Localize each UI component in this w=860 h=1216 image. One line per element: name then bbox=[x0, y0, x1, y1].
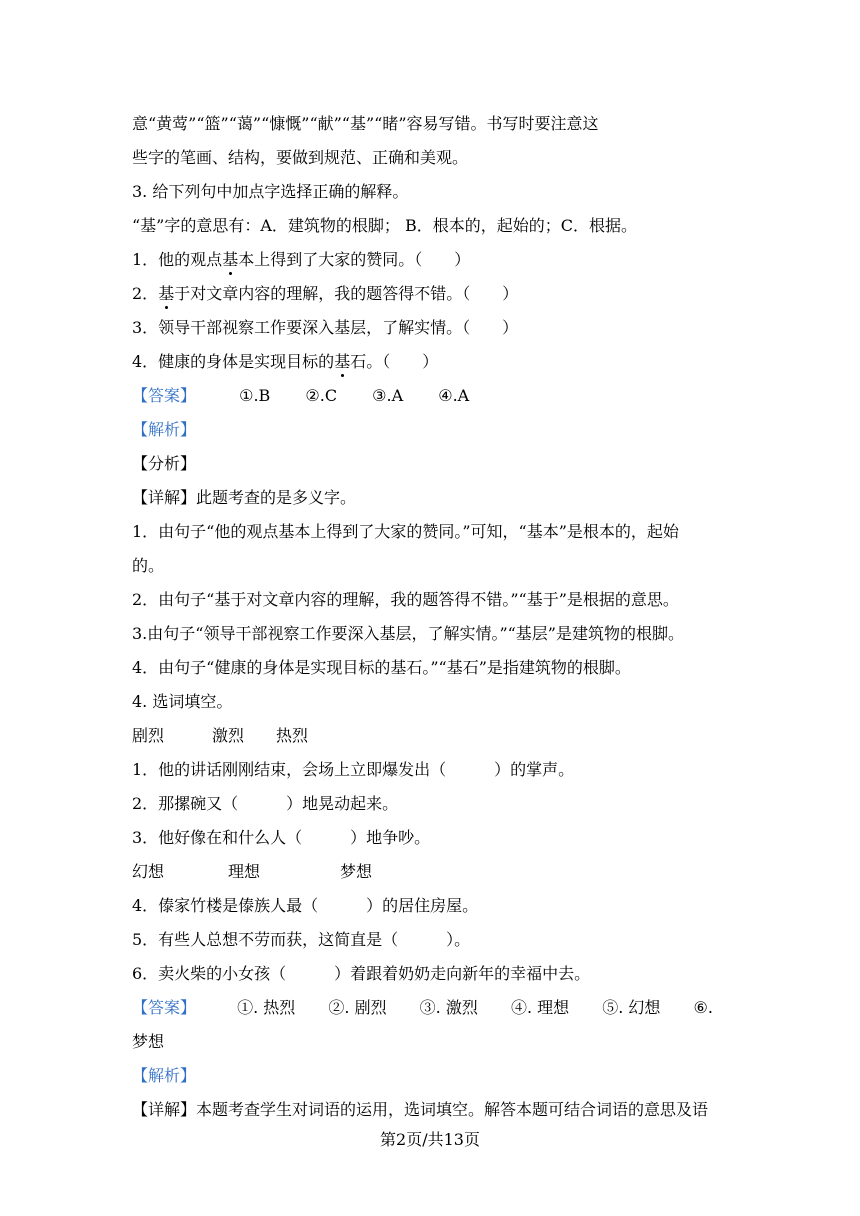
sub-question: 3．领导干部视察工作要深入基层，了解实情。（ ） bbox=[132, 318, 519, 337]
answer-line bbox=[132, 998, 713, 1018]
sub-question: 1．他的观点基本上得到了大家的赞同。（ ） bbox=[132, 250, 471, 269]
dotted-char: 基 bbox=[222, 250, 239, 269]
text-line: “基”字的意思有：A．建筑物的根脚； B．根本的，起始的；C．根据。 bbox=[132, 216, 638, 235]
text-line: 4．由句子“健康的身体是实现目标的基石。”“基石”是指建筑物的根脚。 bbox=[132, 658, 631, 677]
page-number: 第2页/共13页 bbox=[380, 1130, 480, 1149]
answer-item: ②. 剧烈 bbox=[328, 998, 387, 1017]
question-heading: 4. 选词填空。 bbox=[132, 692, 233, 711]
answer-item: ②.C bbox=[305, 386, 338, 405]
word-option: 理想 bbox=[228, 862, 261, 881]
word-option: 剧烈 bbox=[132, 726, 165, 745]
sub-question: 5．有些人总想不劳而获，这简直是（ ）。 bbox=[132, 930, 471, 949]
text-line: 【详解】此题考查的是多义字。 bbox=[132, 488, 357, 507]
answer-label: 【答案】 bbox=[132, 386, 197, 405]
text-line: 1．由句子“他的观点基本上得到了大家的赞同。”可知，“基本”是根本的，起始 bbox=[132, 522, 679, 541]
dotted-char: 基 bbox=[158, 284, 175, 303]
text-line: 的。 bbox=[132, 556, 165, 575]
word-options bbox=[132, 726, 308, 746]
text-line: 些字的笔画、结构，要做到规范、正确和美观。 bbox=[132, 148, 469, 167]
answer-item: ①. 热烈 bbox=[237, 998, 296, 1017]
text-line: 【详解】本题考查学生对词语的运用，选词填空。解答本题可结合词语的意思及语 bbox=[132, 1100, 709, 1119]
answer-item: ⑤. 幻想 bbox=[602, 998, 661, 1017]
word-option: 激烈 bbox=[212, 726, 245, 745]
answer-continuation: 梦想 bbox=[132, 1032, 165, 1051]
question-heading: 3. 给下列句中加点字选择正确的解释。 bbox=[132, 182, 409, 201]
answer-label: 【答案】 bbox=[132, 998, 197, 1017]
dotted-char: 基 bbox=[334, 352, 351, 371]
answer-item: ④. 理想 bbox=[510, 998, 570, 1017]
sub-question: 4．傣家竹楼是傣族人最（ ）的居住房屋。 bbox=[132, 896, 479, 915]
answer-item: ③.A bbox=[372, 386, 404, 405]
answer-item: ④.A bbox=[438, 386, 470, 405]
sub-question: 1．他的讲话刚刚结束，会场上立即爆发出（ ）的掌声。 bbox=[132, 760, 575, 779]
word-option: 幻想 bbox=[132, 862, 165, 881]
text-line: 2．由句子“基于对文章内容的理解，我的题答得不错。”“基于”是根据的意思。 bbox=[132, 590, 679, 609]
answer-item: ⑥. bbox=[693, 998, 713, 1017]
word-options bbox=[132, 862, 372, 882]
sub-question: 4．健康的身体是实现目标的基石。（ ） bbox=[132, 352, 439, 371]
sub-question: 3．他好像在和什么人（ ）地争吵。 bbox=[132, 828, 431, 847]
analysis-heading: 【分析】 bbox=[132, 454, 197, 473]
answer-item: ③. 激烈 bbox=[419, 998, 478, 1017]
answer-item: ①.B bbox=[239, 386, 271, 405]
sub-question: 2．那摞碗又（ ）地晃动起来。 bbox=[132, 794, 399, 813]
sub-question: 6．卖火柴的小女孩（ ）着跟着奶奶走向新年的幸福中去。 bbox=[132, 964, 591, 983]
text-line: 意“黄莺”“篮”“蔼”“慷慨”“献”“基”“睹”容易写错。书写时要注意这 bbox=[132, 114, 599, 133]
text-line: 3.由句子“领导干部视察工作要深入基层，了解实情。”“基层”是建筑物的根脚。 bbox=[132, 624, 684, 643]
answer-line bbox=[132, 386, 469, 406]
word-option: 热烈 bbox=[276, 726, 309, 745]
analysis-label: 【解析】 bbox=[132, 420, 197, 439]
sub-question: 2．基于对文章内容的理解，我的题答得不错。（ ） bbox=[132, 284, 519, 303]
word-option: 梦想 bbox=[340, 862, 373, 881]
analysis-label: 【解析】 bbox=[132, 1066, 197, 1085]
